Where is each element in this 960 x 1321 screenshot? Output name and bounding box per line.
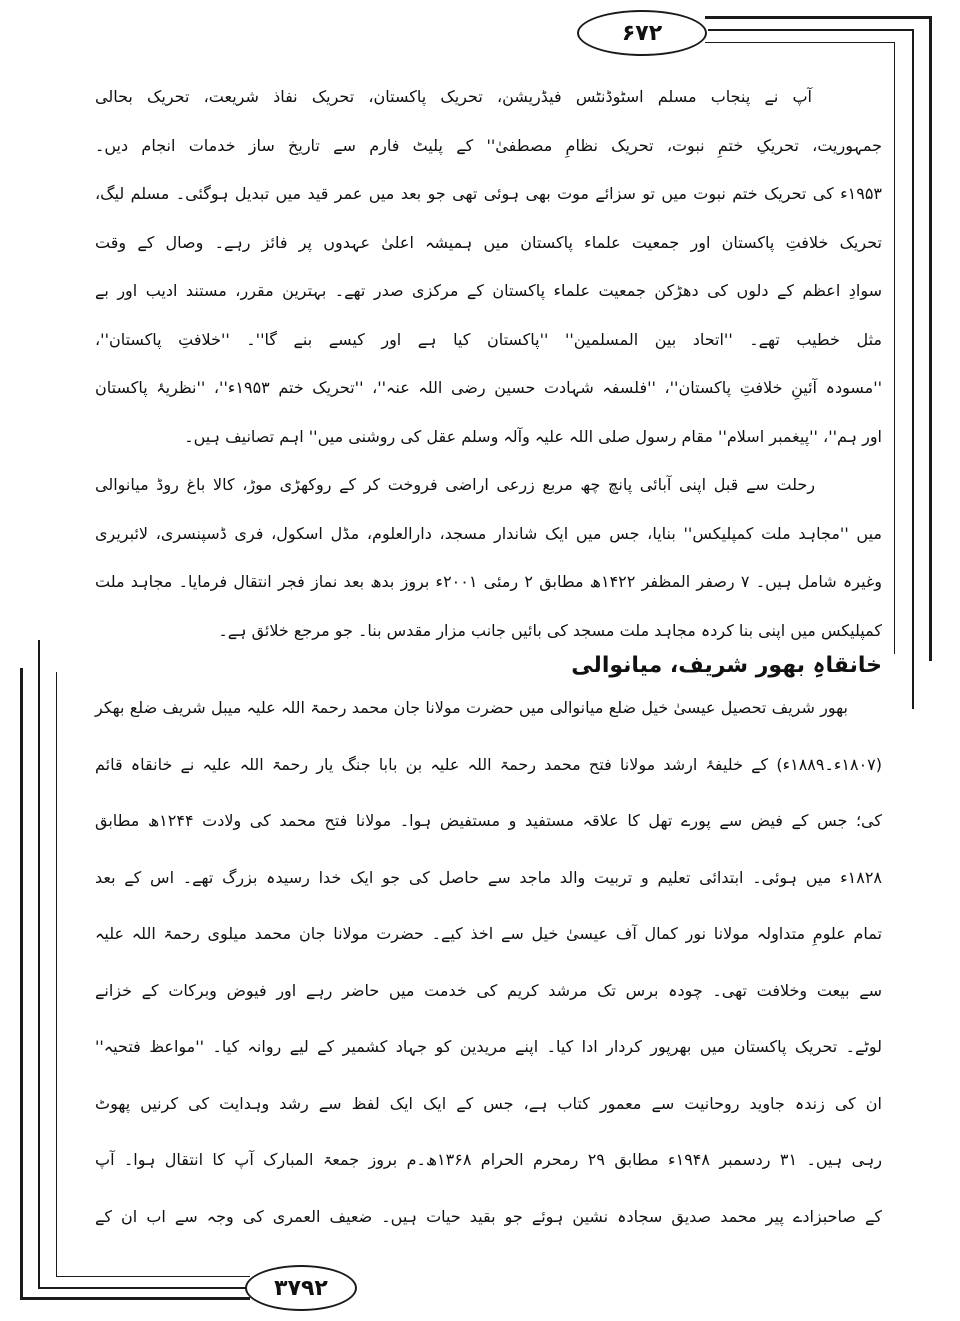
frame-line xyxy=(38,640,40,1289)
frame-line xyxy=(894,42,895,654)
paragraph-3-line: (۱۸۰۷ء۔۱۸۸۹ء) کے خلیفۂ ارشد مولانا فتح محمد رحمۃ اللہ علیہ بن بابا جنگ یار رحمۃ اللہ علیہ نے خانقاہ قائم xyxy=(95,754,882,774)
paragraph-1-line: سوادِ اعظم کے دلوں کی دھڑکن جمعیت علماء پاکستان کے مرکزی صدر تھے۔ بہترین مقرر، مستند ادیب اور بے xyxy=(95,281,882,300)
frame-line xyxy=(705,42,895,43)
paragraph-1-line: مثل خطیب تھے۔ ''اتحاد بین المسلمین'' ''پاکستان کیا ہے اور کیسے بنے گا''۔ ''خلافتِ پاکستان''، xyxy=(95,329,882,349)
paragraph-1-line: آپ نے پنجاب مسلم اسٹوڈنٹس فیڈریشن، تحریک پاکستان، تحریک نفاذ شریعت، تحریک بحالی xyxy=(95,87,812,106)
paragraph-3-line: تمام علومِ متداولہ مولانا نور کمال آف عیسیٰ خیل سے اخذ کیے۔ حضرت مولانا جان محمد میلوی رحمۃ اللہ علیہ xyxy=(95,924,882,943)
frame-line xyxy=(56,672,57,1276)
paragraph-2-line: میں ''مجاہد ملت کمپلیکس'' بنایا، جس میں ایک شاندار مسجد، دارالعلوم، مڈل اسکول، فری ڈسپنسری، لائبریری xyxy=(95,523,882,543)
paragraph-1-line: جمہوریت، تحریکِ ختمِ نبوت، تحریک نظامِ مصطفیٰ'' کے پلیٹ فارم سے تاریخ ساز خدمات انجام دیں۔ xyxy=(95,135,882,155)
frame-line xyxy=(705,16,932,19)
paragraph-3-line: سے بیعت وخلافت تھی۔ چودہ برس تک مرشد کریم کی خدمت میں حاضر رہے اور فیوض وبرکات کے خزانے xyxy=(95,980,882,1000)
paragraph-1-line: ''مسودہ آئینِ خلافتِ پاکستان''، ''فلسفہ شہادت حسین رضی اللہ عنہ''، ''تحریک ختم ۱۹۵۳ء''، ''نظریۂ پاکستان xyxy=(95,378,883,397)
paragraph-3-line: کی؛ جس کے فیض سے پورے تھل کا علاقہ مستفید و مستفیض ہوا۔ مولانا فتح محمد کی ولادت ۱۲۴۴ھ مطابق xyxy=(95,811,883,830)
paragraph-3-line: ۱۸۲۸ء میں ہوئی۔ ابتدائی تعلیم و تربیت والد ماجد سے حاصل کی جو ایک خدا رسیدہ بزرگ تھے۔ اس کے بعد xyxy=(95,867,882,887)
frame-line xyxy=(929,16,932,661)
frame-line xyxy=(20,1297,250,1300)
paragraph-2-line: کمپلیکس میں اپنی بنا کردہ مجاہد ملت مسجد کی بائیں جانب مزار مقدس بنا۔ جو مرجع خلائق ہے۔ xyxy=(218,620,882,640)
bottom-page-number: ۳۷۹۲ xyxy=(245,1265,357,1311)
frame-line xyxy=(912,29,914,709)
frame-line xyxy=(708,29,914,31)
section-heading: خانقاہِ بھور شریف، میانوالی xyxy=(571,653,882,678)
frame-line xyxy=(20,668,23,1300)
frame-line xyxy=(38,1287,250,1289)
paragraph-3-line: ان کی زندہ جاوید روحانیت سے معمور کتاب ہے، جس کے ایک ایک لفظ سے رشد وہدایت کی کرنیں پھوٹ xyxy=(95,1093,882,1113)
frame-line xyxy=(56,1276,250,1277)
paragraph-3-line: بھور شریف تحصیل عیسیٰ خیل ضلع میانوالی میں حضرت مولانا جان محمد رحمۃ اللہ علیہ میبل شریف ضلع بھکر xyxy=(95,698,848,717)
top-page-number: ۶۷۲ xyxy=(577,10,707,56)
paragraph-1-line: ۱۹۵۳ء کی تحریک ختم نبوت میں تو سزائے موت بھی ہوئی تھی جو بعد میں عمر قید میں تبدیل ہوگئی۔ مسلم لیگ، xyxy=(95,184,882,203)
paragraph-2-line: رحلت سے قبل اپنی آبائی پانچ چھ مربع زرعی اراضی فروخت کر کے روکھڑی موڑ، کالا باغ روڈ میانوالی xyxy=(95,475,815,494)
paragraph-3-line: کے صاحبزادے پیر محمد صدیق سجادہ نشین ہوئے جو بقید حیات ہیں۔ ضعیف العمری کی وجہ سے اب ان کے xyxy=(95,1206,882,1226)
paragraph-2-line: وغیرہ شامل ہیں۔ ۷ رصفر المظفر ۱۴۲۲ھ مطابق ۲ رمئی ۲۰۰۱ء بروز بدھ بعد نماز فجر انتقال فرمایا۔ مجاہد ملت xyxy=(95,572,882,591)
paragraph-3-line: رہی ہیں۔ ۳۱ ردسمبر ۱۹۴۸ء مطابق ۲۹ رمحرم الحرام ۱۳۶۸ھ۔م بروز جمعۃ المبارک آپ کا انتقال ہوا۔ آپ xyxy=(95,1150,883,1169)
paragraph-3-line: لوٹے۔ تحریک پاکستان میں بھرپور کردار ادا کیا۔ اپنے مریدین کو جہاد کشمیر کے لیے روانہ کیا۔ ''مواعظ فتحیہ'' xyxy=(95,1037,882,1056)
paragraph-1-line: تحریک خلافتِ پاکستان اور جمعیت علماء پاکستان میں ہمیشہ اعلیٰ عہدوں پر فائز رہے۔ وصال کے وقت xyxy=(95,232,882,252)
paragraph-1-line: اور ہم''، ''پیغمبر اسلام'' مقام رسول صلی اللہ علیہ وآلہ وسلم عقل کی روشنی میں'' اہم تصانیف ہیں۔ xyxy=(184,426,882,446)
